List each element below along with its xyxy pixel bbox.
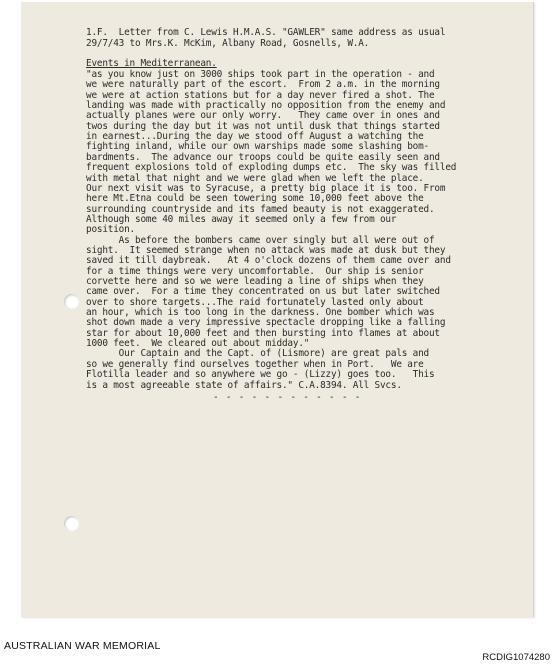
section-title: Events in Mediterranean. <box>86 58 217 69</box>
body-line: 1000 feet. We cleared out about midday." <box>86 338 310 350</box>
body-line: twos during the day but it was not until dusk that things started <box>86 120 440 132</box>
body-line: Our next visit was to Syracuse, a pretty big place it is too. From <box>86 182 446 194</box>
body-line: Flotilla leader and so anywhere we go - (Lizzy) goes too. This <box>86 369 435 381</box>
body-line: in earnest...During the day we stood off August a watching the <box>86 131 424 143</box>
punch-hole <box>64 516 79 531</box>
body-line: bardments. The advance our troops could be quite easily seen and <box>86 151 440 163</box>
body-line: shot down made a very impressive spectacle dropping like a falling <box>86 317 446 329</box>
header-line: 1.F. Letter from C. Lewis H.M.A.S. "GAWLER" same address as usual <box>86 27 446 38</box>
body-line: came over. For a time they concentrated on us but later switched <box>86 286 440 298</box>
body-line: for a time things were very uncomfortable. Our ship is senior <box>86 265 424 277</box>
body-line: landing was made with practically no opposition from the enemy and <box>86 100 446 112</box>
body-line: fighting inland, while our own warships made some slashing bom- <box>86 141 429 153</box>
body-line: Although some 40 miles away it seemed only a few from our <box>86 213 397 225</box>
body-line: saved it till daybreak. At 4 o'clock dozens of them came over and <box>86 255 451 267</box>
body-line: As before the bombers came over singly but all were out of <box>86 234 435 246</box>
body-line: over to shore targets...The raid fortunately lasted only about <box>86 296 424 308</box>
body-line: with metal that night and we were glad when we left the place. <box>86 172 424 184</box>
punch-hole <box>64 294 79 309</box>
body-line: surrounding countryside and its famed beauty is not exaggerated. <box>86 203 435 215</box>
body-line: corvette here and so we were leading a line of ships when they <box>86 276 424 287</box>
separator-line: - - - - - - - - - - - - <box>213 392 362 403</box>
body-line: Our Captain and the Capt. of (Lismore) are great pals and <box>86 348 429 360</box>
body-line: we were naturally part of the escort. From 2 a.m. in the morning <box>86 79 440 91</box>
header-line: 29/7/43 to Mrs.K. McKim, Albany Road, Gosnells, W.A. <box>86 38 370 49</box>
body-line: frequent explosions told of exploding dumps etc. The sky was filled <box>86 162 457 174</box>
institution-name: AUSTRALIAN WAR MEMORIAL <box>4 640 161 652</box>
body-line: "as you know just on 3000 ships took part in the operation - and <box>86 69 435 80</box>
body-line: actually planes were our only worry. They came over in ones and <box>86 110 440 122</box>
body-line: an hour, which is too long in the darkness. One bomber which was <box>86 307 435 319</box>
body-line: here Mt.Etna could be seen towering some 10,000 feet above the <box>86 193 424 205</box>
record-id: RCDIG1074280 <box>482 652 550 663</box>
body-line: is a most agreeable state of affairs." C.A.8394. All Svcs. <box>86 379 402 391</box>
body-line: sight. It seemed strange when no attack was made at dusk but they <box>86 244 446 256</box>
body-line: star for about 10,000 feet and then bursting into flames at about <box>86 327 440 339</box>
body-line: we were at action stations but for a day never fired a shot. The <box>86 89 435 101</box>
body-line: so we generally find ourselves together when in Port. We are <box>86 358 424 370</box>
body-line: position. <box>86 224 135 236</box>
